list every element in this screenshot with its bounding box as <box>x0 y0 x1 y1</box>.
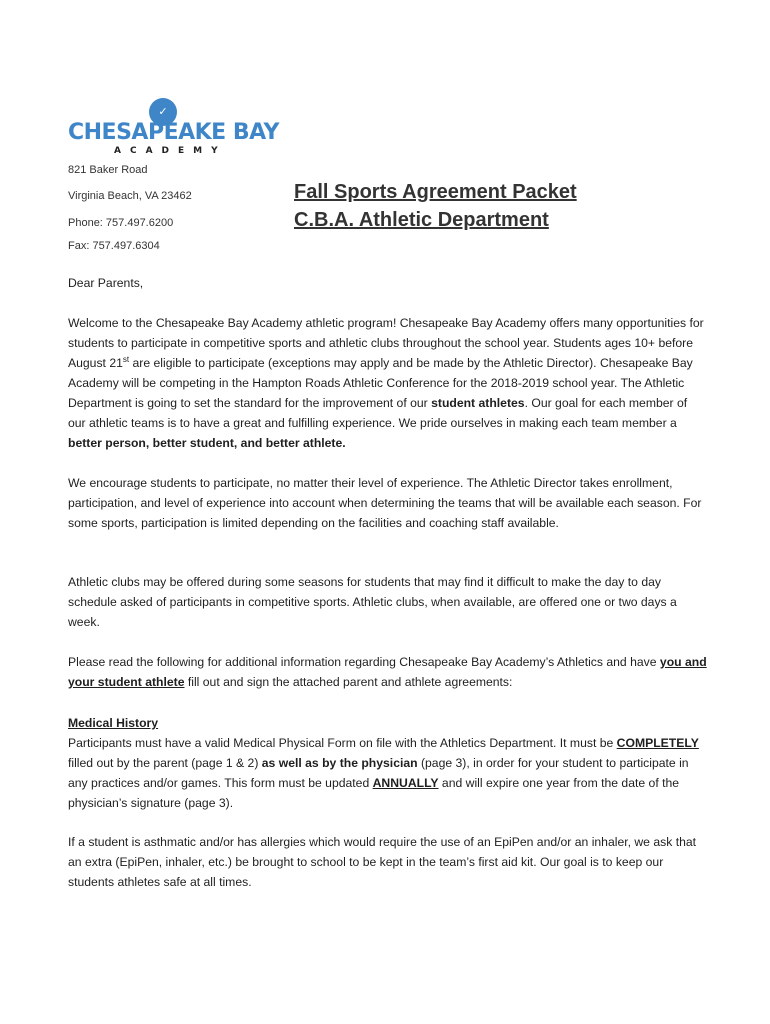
address-phone: Phone: 757.497.6200 <box>68 217 174 229</box>
p4-text-b: fill out and sign the attached parent and athlete agreements: <box>184 675 513 689</box>
medical-heading-text: Medical History <box>68 716 159 730</box>
p4-bold-underlined: you and your student athlete <box>68 655 707 689</box>
medical-completely: COMPLETELY <box>616 736 699 750</box>
logo-subtitle: ACADEMY <box>114 146 227 156</box>
medical-text-a: Participants must have a valid Medical Physical Form on file with the Athletics Department. It must be <box>68 736 617 750</box>
medical-annually: ANNUALLY <box>372 776 439 790</box>
allergy-paragraph: If a student is asthmatic and/or has allergies which would require the use of an EpiPen and/or an inhaler, we ask that an extra (EpiPen, inhaler, etc.) be brought to school to be kept in the team’s first aid kit. Our goal is to keep our students athletes safe at all times. <box>68 835 697 889</box>
p1-text-b: are eligible to participate (exceptions may apply and be made by the Athletic Director). Chesapeake Bay Academy will be competing in the Hampton Roads Athletic Conference for the 2018-2019 school year. The Athletic Department is going to set the standard for the improvement of our <box>68 356 693 410</box>
logo-emblem-icon: ✓ <box>149 98 177 126</box>
p1-bold-student-athletes: student athletes <box>431 396 525 410</box>
p1-text-c: . Our goal for each member of our athletic teams is to have a great and fulfilling experience. We pride ourselves in making each team member a <box>68 396 688 430</box>
document-title: Fall Sports Agreement Packet <box>294 181 577 203</box>
address-city: Virginia Beach, VA 23462 <box>68 190 192 202</box>
p4-text-a: Please read the following for additional information regarding Chesapeake Bay Academy’s Athletics and have <box>68 655 660 669</box>
address-street: 821 Baker Road <box>68 164 148 176</box>
salutation: Dear Parents, <box>68 276 144 290</box>
medical-text-d: and will expire one year from the date of the physician’s signature (page 3). <box>68 776 680 810</box>
p1-superscript: st <box>122 354 130 364</box>
medical-physician: as well as by the physician <box>261 756 418 770</box>
p1-bold-motto: better person, better student, and better athlete. <box>68 436 346 450</box>
logo-name: CHESAPEAKE BAY <box>68 120 279 145</box>
document-subtitle: C.B.A. Athletic Department <box>294 209 549 231</box>
clubs-paragraph: Athletic clubs may be offered during some seasons for students that may find it difficult to make the day to day schedule asked of participants in competitive sports. Athletic clubs, when available, are offered one or two days a week. <box>68 575 677 629</box>
encourage-paragraph: We encourage students to participate, no matter their level of experience. The Athletic Director takes enrollment, participation, and level of experience into account when determining the teams that will be available each season. For some sports, participation is limited depending on the facilities and coaching staff available. <box>68 476 702 530</box>
p1-text-a: Welcome to the Chesapeake Bay Academy athletic program! Chesapeake Bay Academy offers many opportunities for students to participate in competitive sports and athletic clubs throughout the school year. Students ages 10+ before August 21 <box>68 316 704 370</box>
medical-paragraph <box>68 733 708 813</box>
instructions-paragraph <box>68 652 708 692</box>
academy-logo <box>68 98 279 160</box>
medical-text-b: filled out by the parent (page 1 & 2) <box>68 756 262 770</box>
address-fax: Fax: 757.497.6304 <box>68 240 160 252</box>
medical-text-c: (page 3), in order for your student to participate in any practices and/or games. This form must be updated <box>68 756 689 790</box>
welcome-paragraph <box>68 313 708 453</box>
medical-history-heading <box>68 713 708 733</box>
